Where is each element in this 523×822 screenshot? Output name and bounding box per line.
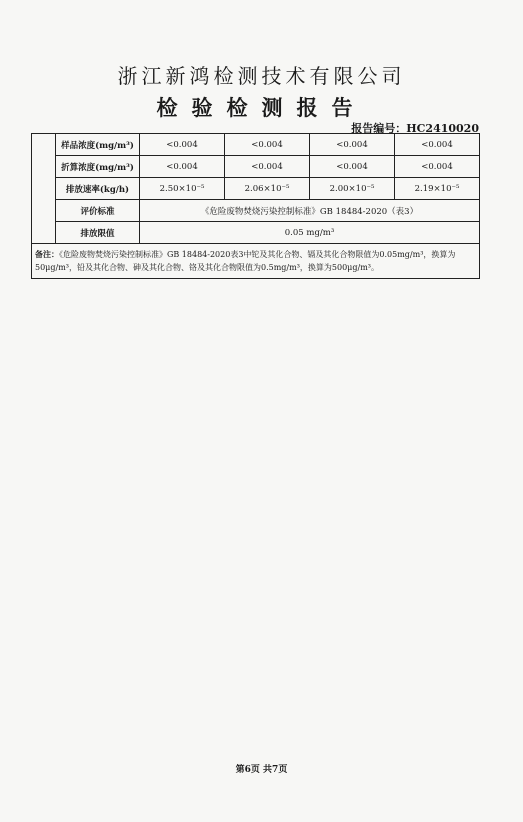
- remarks-text: 《危险废物焚烧污染控制标准》GB 18484-2020表3中铊及其化合物、镉及其化合物限值为0.05mg/m³，换算为50μg/m³，铅及其化合物、砷及其化合物、铬及其化合物限值为0.5mg/m³，换算为500μg/m³。: [35, 250, 456, 272]
- standard-label: 评价标准: [56, 200, 140, 222]
- report-title: 检验检测报告: [156, 95, 367, 120]
- table-cell: 2.06×10⁻⁵: [225, 178, 310, 200]
- page-number: 第6页 共7页: [235, 765, 288, 775]
- table-row: [32, 178, 480, 200]
- standard-value: 《危险废物焚烧污染控制标准》GB 18484-2020（表3）: [140, 200, 480, 222]
- table-cell: 2.50×10⁻⁵: [140, 178, 225, 200]
- remarks-cell: [32, 244, 480, 279]
- limit-label: 排放限值: [56, 222, 140, 244]
- table-cell: <0.004: [395, 156, 480, 178]
- table-cell: <0.004: [225, 156, 310, 178]
- row-label: 排放速率(kg/h): [56, 178, 140, 200]
- company-name: 浙江新鸿检测技术有限公司: [117, 64, 406, 88]
- limit-value: 0.05 mg/m³: [140, 222, 480, 244]
- table-row: [32, 244, 480, 279]
- row-label: 折算浓度(mg/m³): [56, 156, 140, 178]
- results-table: [31, 133, 480, 279]
- blank-cell: [32, 134, 56, 244]
- table-cell: <0.004: [310, 134, 395, 156]
- table-cell: <0.004: [140, 156, 225, 178]
- table-row: [32, 222, 480, 244]
- row-label: 样品浓度(mg/m³): [56, 134, 140, 156]
- table-cell: <0.004: [140, 134, 225, 156]
- remarks-prefix: 备注：: [35, 249, 59, 259]
- table-cell: <0.004: [225, 134, 310, 156]
- table-cell: 2.19×10⁻⁵: [395, 178, 480, 200]
- table-row: [32, 134, 480, 156]
- table-cell: <0.004: [395, 134, 480, 156]
- table-cell: <0.004: [310, 156, 395, 178]
- table-row: [32, 200, 480, 222]
- report-number: 报告编号：HC2410020: [351, 122, 479, 135]
- table-cell: 2.00×10⁻⁵: [310, 178, 395, 200]
- table-row: [32, 156, 480, 178]
